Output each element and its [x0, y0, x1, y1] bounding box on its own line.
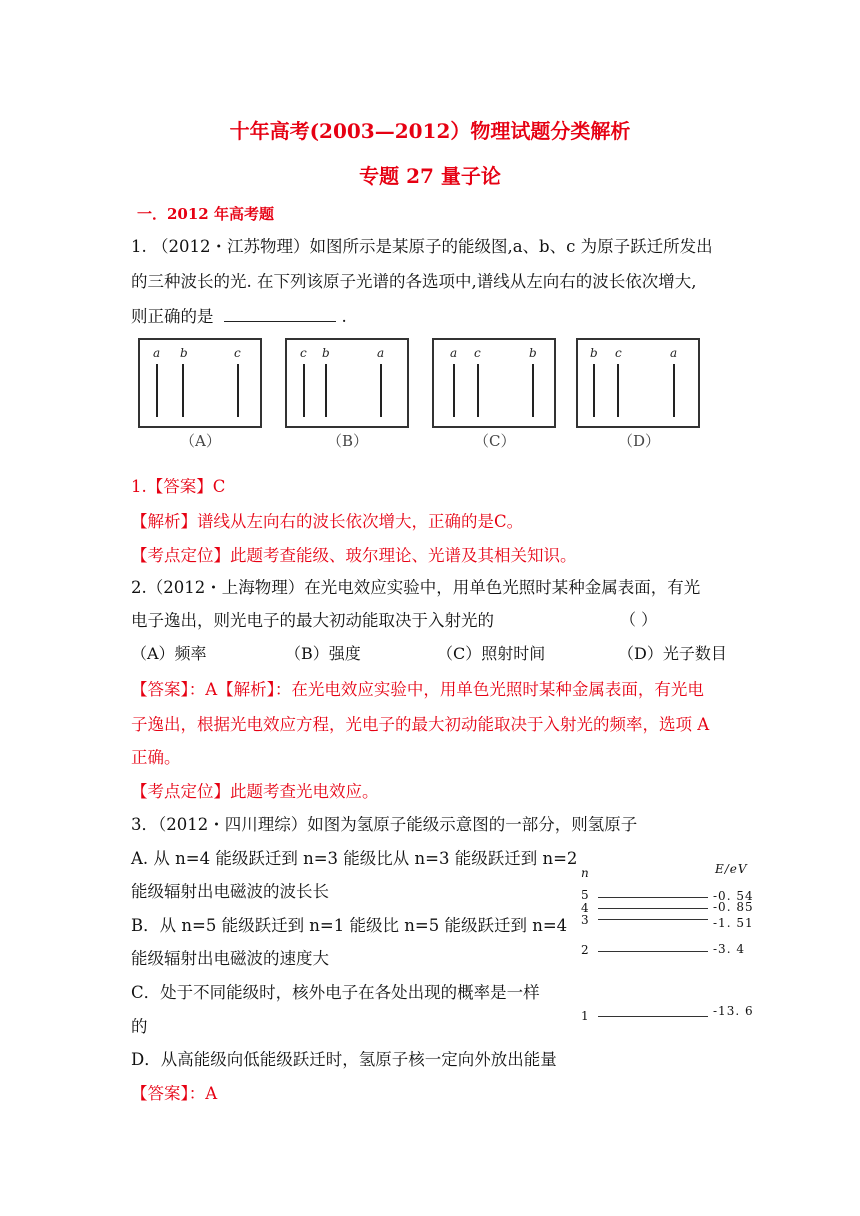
energy-level-line — [598, 897, 708, 898]
energy-axis-label: E/eV — [715, 862, 748, 876]
q2-line-2: 电子逸出，则光电子的最大初动能取决于入射光的 — [131, 611, 494, 630]
q2-option-b: （B）强度 — [285, 644, 361, 663]
level-energy: -1. 51 — [713, 916, 754, 930]
spectral-line-label: b — [322, 346, 330, 360]
q3-option-c-line-1: C．处于不同能级时，核外电子在各处出现的概率是一样 — [131, 983, 540, 1002]
spectral-line-label: a — [670, 346, 678, 360]
document-title: 十年高考(2003—2012）物理试题分类解析 — [229, 119, 631, 143]
q3-option-d: D．从高能级向低能级跃迁时，氢原子核一定向外放出能量 — [131, 1050, 557, 1069]
q2-option-a: （A）频率 — [131, 644, 207, 663]
panel-caption-d: （D） — [618, 432, 661, 450]
q2-line-1: 2.（2012・上海物理）在光电效应实验中，用单色光照时某种金属表面，有光 — [131, 578, 701, 597]
spectral-line-label: a — [153, 346, 161, 360]
n-axis-label: n — [581, 866, 589, 880]
spectral-line — [182, 364, 184, 417]
spectrum-panel-c — [432, 338, 556, 428]
energy-level-diagram — [570, 860, 770, 1030]
panel-caption-b: （B） — [327, 432, 369, 450]
spectrum-panel-b — [285, 338, 409, 428]
spectral-line — [477, 364, 479, 417]
section-heading: 一．2012 年高考题 — [137, 205, 274, 223]
energy-level-line — [598, 919, 708, 920]
q2-option-d: （D）光子数目 — [618, 644, 727, 663]
panel-caption-c: （C） — [474, 432, 516, 450]
energy-level-line — [598, 951, 708, 952]
level-number: 4 — [581, 901, 589, 915]
spectral-line-label: c — [234, 346, 241, 360]
q1-exam-point: 【考点定位】此题考查能级、玻尔理论、光谱及其相关知识。 — [131, 546, 577, 565]
q1-line-3-end: . — [341, 307, 347, 326]
energy-level-line — [598, 908, 708, 909]
q2-answer-line-2: 子逸出，根据光电效应方程，光电子的最大初动能取决于入射光的频率，选项 A — [131, 715, 710, 734]
q1-line-3 — [131, 303, 347, 327]
q2-answer-line-3: 正确。 — [131, 748, 181, 767]
spectral-line-label: c — [300, 346, 307, 360]
q3-option-c-line-2: 的 — [131, 1017, 148, 1036]
spectrum-panel-d — [576, 338, 700, 428]
spectral-line-label: b — [529, 346, 537, 360]
q1-line-2: 的三种波长的光. 在下列该原子光谱的各选项中,谱线从左向右的波长依次增大, — [131, 272, 697, 291]
spectral-line-label: a — [450, 346, 458, 360]
spectral-line — [617, 364, 619, 417]
q2-exam-point: 【考点定位】此题考查光电效应。 — [131, 782, 379, 801]
spectral-line — [237, 364, 239, 417]
q2-answer-line-1: 【答案】：A【解析】：在光电效应实验中，用单色光照时某种金属表面，有光电 — [131, 680, 704, 699]
q3-option-b-line-1: B．从 n=5 能级跃迁到 n=1 能级比 n=5 能级跃迁到 n=4 — [131, 916, 568, 935]
q3-line-1: 3．（2012・四川理综）如图为氢原子能级示意图的一部分，则氢原子 — [131, 815, 638, 834]
spectral-line-label: a — [377, 346, 385, 360]
level-number: 2 — [581, 943, 589, 957]
level-energy: -0. 54 — [713, 889, 754, 903]
q3-option-a-line-1: A. 从 n=4 能级跃迁到 n=3 能级比从 n=3 能级跃迁到 n=2 — [131, 849, 578, 868]
spectral-line — [593, 364, 595, 417]
panel-caption-a: （A） — [180, 432, 221, 450]
q1-answer: 1.【答案】C — [131, 477, 226, 496]
q3-option-a-line-2: 能级辐射出电磁波的波长长 — [131, 882, 329, 901]
spectral-line — [156, 364, 158, 417]
q3-option-b-line-2: 能级辐射出电磁波的速度大 — [131, 949, 329, 968]
level-energy: -0. 85 — [713, 900, 754, 914]
spectrum-panel-a — [138, 338, 262, 428]
spectral-line — [453, 364, 455, 417]
level-number: 1 — [581, 1009, 589, 1023]
spectral-line — [303, 364, 305, 417]
spectral-line — [325, 364, 327, 417]
q1-analysis: 【解析】谱线从左向右的波长依次增大，正确的是C。 — [131, 512, 524, 531]
spectral-line-label: c — [615, 346, 622, 360]
q2-answer-bracket: （ ） — [620, 610, 658, 629]
spectral-line — [380, 364, 382, 417]
answer-blank — [224, 307, 336, 322]
q3-answer: 【答案】：A — [131, 1084, 218, 1103]
spectral-line-label: c — [474, 346, 481, 360]
level-number: 3 — [581, 913, 589, 927]
document-subtitle: 专题 27 量子论 — [359, 164, 501, 188]
q2-option-c: （C）照射时间 — [437, 644, 546, 663]
energy-level-line — [598, 1016, 708, 1017]
spectral-line — [673, 364, 675, 417]
level-energy: -13. 6 — [713, 1004, 754, 1018]
spectral-line-label: b — [180, 346, 188, 360]
spectral-line-label: b — [590, 346, 598, 360]
q1-line-1: 1. （2012・江苏物理）如图所示是某原子的能级图,a、b、c 为原子跃迁所发出 — [131, 237, 713, 256]
level-energy: -3. 4 — [713, 942, 745, 956]
spectral-line — [532, 364, 534, 417]
level-number: 5 — [581, 888, 589, 902]
q1-line-3-text: 则正确的是 — [131, 307, 214, 326]
